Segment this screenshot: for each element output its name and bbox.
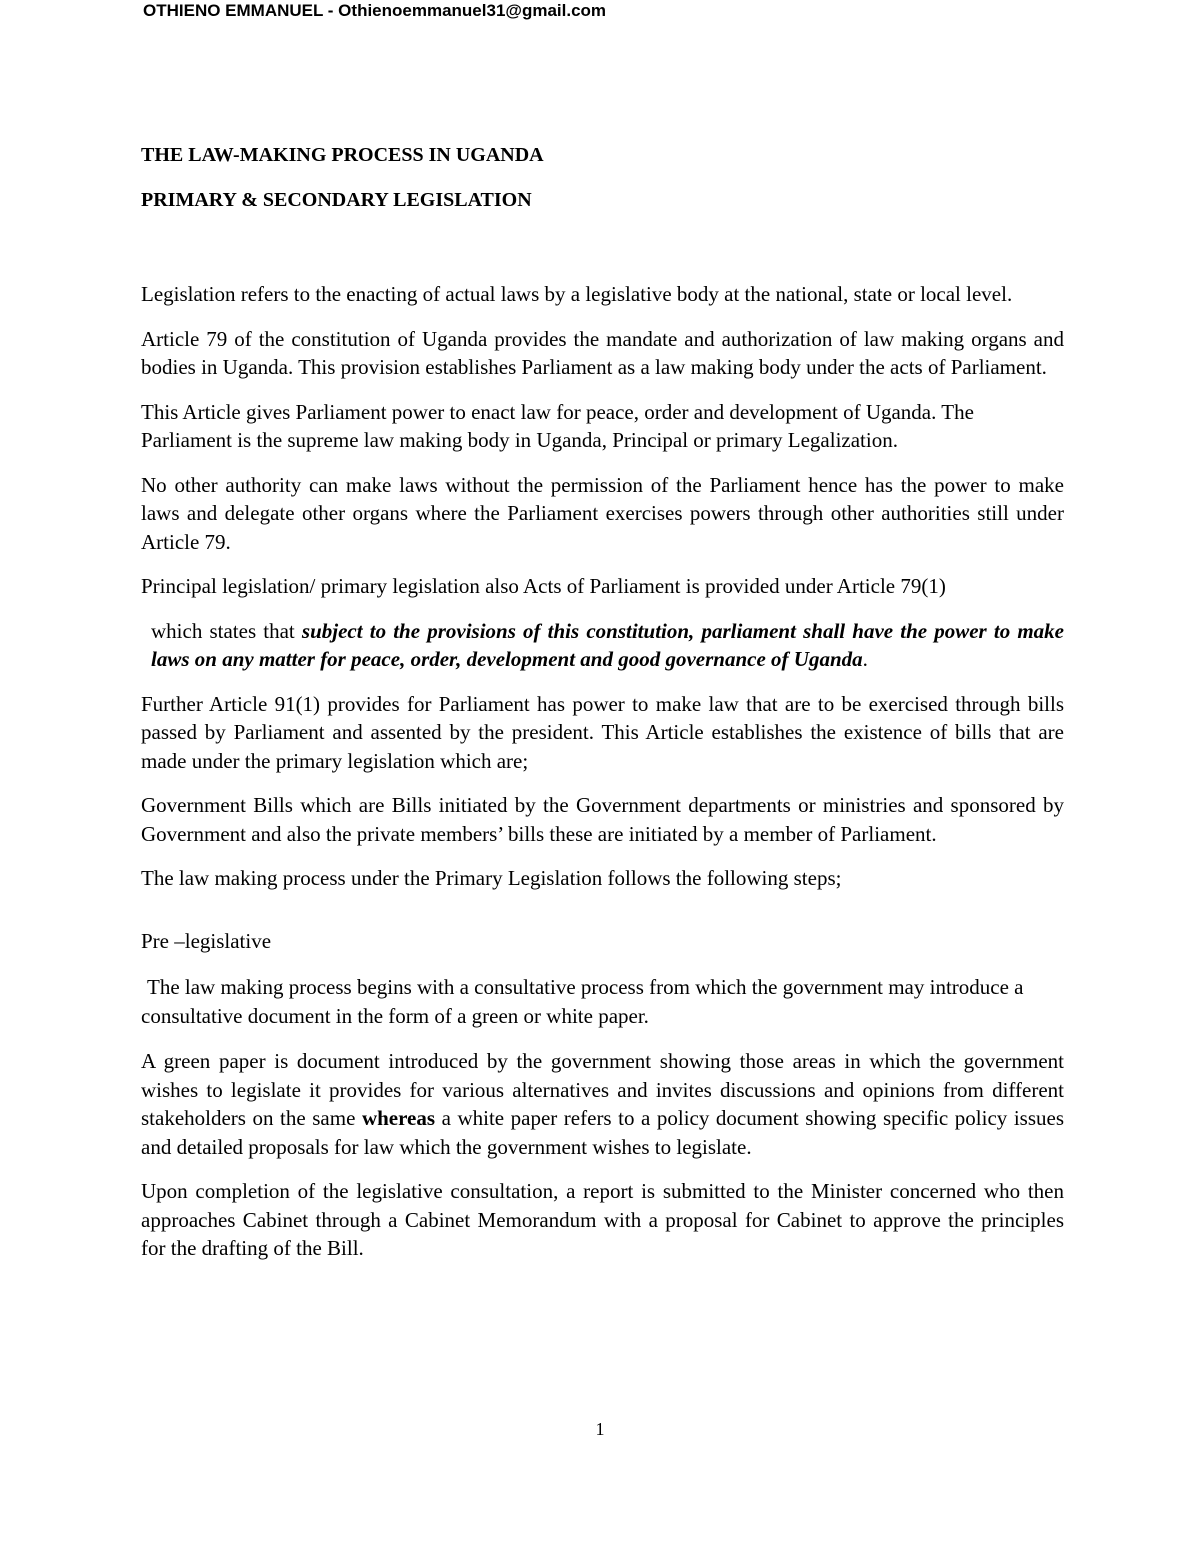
- paragraph-government-bills: Government Bills which are Bills initiated by the Government departments or ministries and sponsored by Government and also the private members’ bills these are initiated by a member of Parliament.: [141, 793, 1064, 846]
- paragraph-article-79-1-quote: [141, 617, 1064, 674]
- paragraph-legislation-definition: Legislation refers to the enacting of actual laws by a legislative body at the national, state or local level.: [141, 282, 1013, 306]
- page-number: 1: [595, 1419, 605, 1439]
- green-paper-text: A green paper is document introduced by the government showing those areas in which the government wishes to legislate it provides for various alternatives and invites discussions and opinions from different stakeholders on the same: [141, 1049, 1064, 1130]
- constitution-quote: subject to the provisions of this constitution, parliament shall have the power to make laws on any matter for peace, order, development and good governance of Uganda: [151, 618, 1064, 671]
- paragraph-green-white-paper: [141, 1047, 1064, 1161]
- document-header: OTHIENO EMMANUEL - Othienoemmanuel31@gmail.com: [143, 1, 607, 20]
- paragraph-no-other-authority: No other authority can make laws without the permission of the Parliament hence has the power to make laws and delegate other organs where the Parliament exercises powers through other authorities still under Article 79.: [141, 472, 1064, 554]
- whereas-bold: whereas: [361, 1106, 436, 1130]
- document-body: [141, 143, 1064, 1263]
- paragraph-article-79: Article 79 of the constitution of Uganda provides the mandate and authorization of law making organs and bodies in Uganda. This provision establishes Parliament as a law making body under the acts of Parliament.: [141, 326, 1064, 379]
- quote-end: .: [862, 647, 868, 671]
- document-subtitle: PRIMARY & SECONDARY LEGISLATION: [141, 189, 532, 211]
- paragraph-article-91: Further Article 91(1) provides for Parliament has power to make law that are to be exercised through bills passed by Parliament and assented by the president. This Article establishes the existence of bills that are made under the primary legislation which are;: [141, 691, 1064, 773]
- paragraph-consultative-process: The law making process begins with a consultative process from which the government may introduce a consultative document in the form of a green or white paper.: [141, 975, 1024, 1028]
- paragraph-cabinet-memorandum: Upon completion of the legislative consultation, a report is submitted to the Minister concerned who then approaches Cabinet through a Cabinet Memorandum with a proposal for Cabinet to approve the principles for the drafting of the Bill.: [141, 1179, 1064, 1260]
- paragraph-principal-legislation: Principal legislation/ primary legislation also Acts of Parliament is provided under Article 79(1): [141, 574, 946, 598]
- white-paper-text: a white paper refers to a policy document showing specific policy issues and detailed proposals for law which the government wishes to legislate.: [141, 1106, 1064, 1159]
- quote-intro: which states that: [151, 618, 302, 643]
- document-title: THE LAW-MAKING PROCESS IN UGANDA: [141, 144, 544, 166]
- section-heading-pre-legislative: Pre –legislative: [141, 928, 272, 953]
- paragraph-steps-intro: The law making process under the Primary Legislation follows the following steps;: [141, 866, 842, 890]
- paragraph-parliament-power: This Article gives Parliament power to enact law for peace, order and development of Uganda. The Parliament is the supreme law making body in Uganda, Principal or primary Legalization.: [141, 399, 974, 452]
